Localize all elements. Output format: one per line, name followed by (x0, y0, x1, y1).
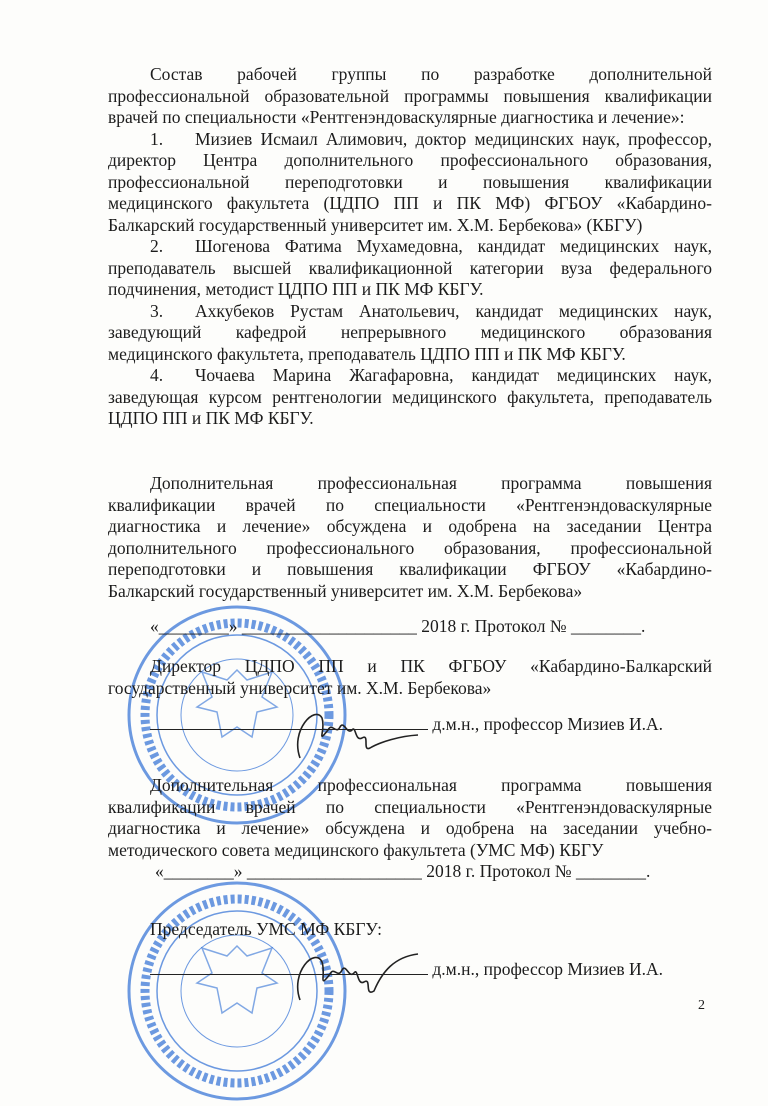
chair-section (108, 919, 712, 941)
text-line: Состав рабочей группы по разработке дополнительной (150, 64, 712, 84)
approval-council-section (108, 775, 712, 883)
text-line: подчинения, методист ЦДПО ПП и ПК МФ КБГУ. (108, 279, 484, 299)
member-3 (108, 301, 712, 323)
text-line: Дополнительная профессиональная программа повышения (150, 775, 712, 795)
approval-center-section (108, 473, 712, 638)
text-line: Чочаева Марина Жагафаровна, кандидат медицинских наук, (195, 365, 712, 385)
chair-title: Председатель УМС МФ КБГУ: (150, 919, 383, 939)
text-line: преподаватель высшей квалификационной категории вуза федерального (108, 257, 712, 278)
text-line: государственный университет им. Х.М. Бербекова» (108, 677, 492, 698)
text-line: врачей по специальности «Рентгенэндоваскулярные диагностика и лечение»: (108, 107, 685, 127)
signatory: д.м.н., профессор Мизиев И.А. (432, 714, 664, 734)
member-1 (108, 129, 712, 151)
text-line: диагностика и лечение» обсуждена и одобрена на заседании учебно- (108, 818, 712, 838)
member-number: 4. (150, 365, 164, 385)
text-line: заведующий кафедрой непрерывного медицинского образования (108, 322, 712, 342)
text-line: Балкарский государственный университет им. Х.М. Бербекова» (108, 580, 583, 601)
text-line: медицинского факультета (ЦДПО ПП и ПК МФ) ФГБОУ «Кабардино- (108, 193, 712, 213)
member-number: 1. (150, 128, 164, 149)
protocol-line: «________» ____________________ 2018 г. Протокол № ________. (155, 861, 651, 881)
member-4 (108, 365, 712, 387)
text-line: директор Центра дополнительного профессионального образования, (108, 150, 712, 170)
text-line: квалификации врачей по специальности «Рентгенэндоваскулярные (108, 796, 712, 817)
signatory: д.м.н., профессор Мизиев И.А. (432, 959, 664, 979)
text-line: заведующая курсом рентгенологии медицинского факультета, преподаватель (108, 386, 712, 407)
signature-blank (150, 960, 428, 975)
page-number: 2 (698, 998, 705, 1013)
text-line: диагностика и лечение» обсуждена и одобрена на заседании Центра (108, 516, 712, 536)
member-number: 2. (150, 236, 164, 256)
text-line: медицинского факультета, преподаватель ЦДПО ПП и ПК МФ КБГУ. (108, 343, 626, 364)
chair-signature-line (150, 959, 663, 980)
text-line: Балкарский государственный университет им. Х.М. Бербекова» (КБГУ) (108, 214, 643, 235)
text-line: профессиональной образовательной программы повышения квалификации (108, 85, 712, 106)
text-line: квалификации врачей по специальности «Рентгенэндоваскулярные (108, 494, 712, 515)
member-number: 3. (150, 300, 164, 321)
text-line: Мизиев Исмаил Алимович, доктор медицинских наук, профессор, (195, 128, 712, 149)
director-signature-line (150, 714, 663, 735)
member-2 (108, 236, 712, 258)
text-line: ЦДПО ПП и ПК МФ КБГУ. (108, 408, 314, 428)
text-line: Шогенова Фатима Мухамедовна, кандидат медицинских наук, (195, 236, 712, 256)
director-section (108, 656, 712, 699)
text-line: профессиональной переподготовки и повышения квалификации (108, 171, 712, 192)
protocol-line: «________» ____________________ 2018 г. Протокол № ________. (150, 616, 646, 636)
text-line: методического совета медицинского факультета (УМС МФ) КБГУ (108, 839, 604, 860)
text-line: переподготовки и повышения квалификации ФГБОУ «Кабардино- (108, 559, 712, 579)
text-line: Дополнительная профессиональная программа повышения (150, 473, 712, 493)
text-line: Директор ЦДПО ПП и ПК ФГБОУ «Кабардино-Балкарский (150, 656, 712, 676)
working-group-section (108, 64, 712, 430)
signature-blank (150, 715, 428, 730)
text-line: дополнительного профессионального образования, профессиональной (108, 537, 712, 558)
text-line: Ахкубеков Рустам Анатольевич, кандидат медицинских наук, (195, 300, 712, 321)
